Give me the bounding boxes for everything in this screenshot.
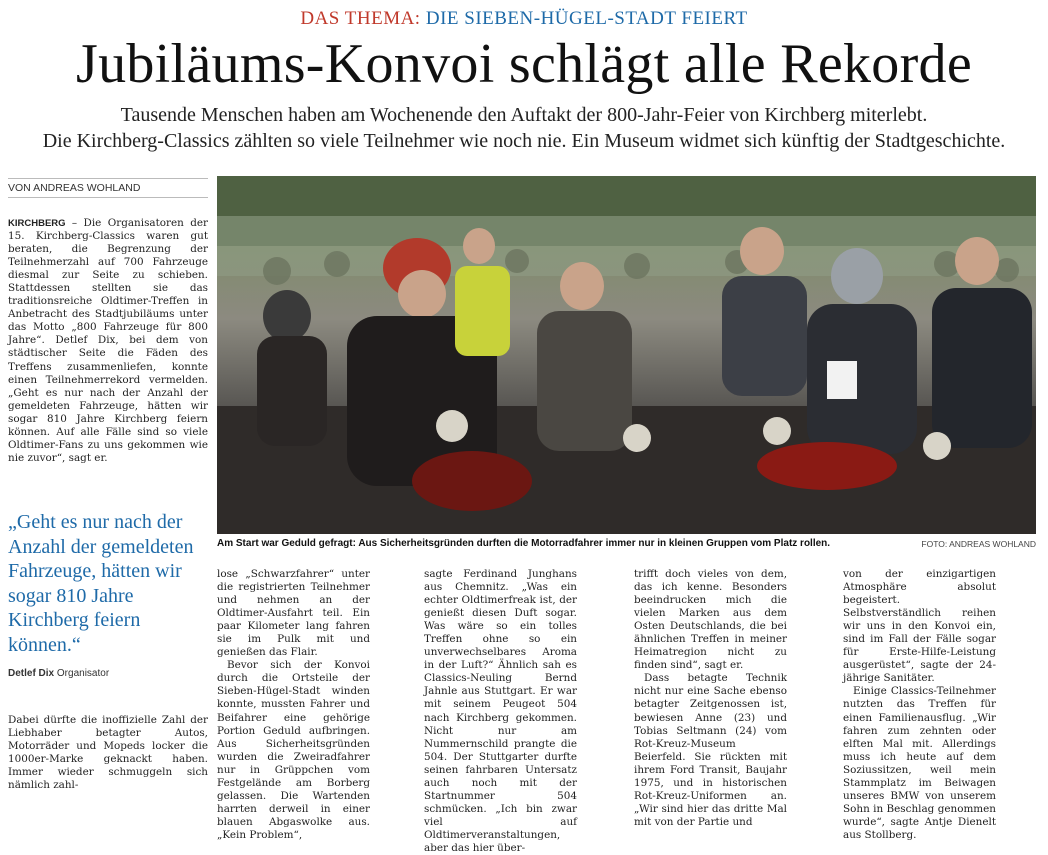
topic-kicker: DAS THEMA:: [300, 8, 421, 29]
lead-line-2: Die Kirchberg-Classics zählten so viele Teilnehmer wie noch nie. Ein Museum widmet sich künftig der Stadtgeschichte.: [42, 130, 1006, 152]
photo-illustration: [217, 176, 1036, 534]
rider-middle: [537, 262, 632, 451]
paragraph: von der einzigartigen Atmosphäre absolut begeistert. Selbstverständlich reihen wir uns in den Konvoi ein, sind im Fall der Fälle sogar für Erste-Hilfe-Leistung ausgerüstet“, sagte der 24-jährige Sanitäter.: [843, 568, 996, 685]
paragraph: trifft doch vieles von dem, das ich kenne. Besonders beeindrucken mich die vielen Marken aus dem Osten Deutschlands, die bei ähnlichen Treffen in meiner Heimatregion nicht zu finden sind“, sagt er.: [634, 568, 787, 672]
column-1-text: – Die Organisatoren der 15. Kirchberg-Classics waren gut beraten, die Begrenzung der Teilnehmerzahl auf 700 Fahrzeuge diesmal zur Seite zu schieben. Stattdessen stellten sie das traditionsreiche Oldtimer-Treffen in Anbetracht des Stadtjubiläums unter das Motto „800 Fahrzeuge für 800 Jahre“. Detlef Dix, bei dem von städtischer Seite die Fäden des Treffens zusammenliefen, konnte einen Teilnehmerrekord vermelden. „Geht es nur nach der Anzahl der gemeldeten Fahrzeuge, hätten wir sogar 810 Jahre Kirchberg feiern können. Auf alle Fälle sind so viele Oldtimer-Fans zu uns gekommen wie nie zuvor“, sagt er.: [8, 217, 208, 464]
body-column-4: [634, 568, 787, 829]
paragraph: Einige Classics-Teilnehmer nutzten das Treffen für einen Familienausflug. „Wir fahren zum zehnten oder elften Mal mit. Allerdings muss ich heute auf dem Soziussitzen, weil mein Stammplatz im Beiwagen unseres BMW von unserem Sohn in Beschlag genommen wurde“, sagte Antje Dienelt aus Stollberg.: [843, 685, 996, 841]
paragraph: lose „Schwarzfahrer“ unter die registrierten Teilnehmer und nehmen an der Oldtimer-Ausfahrt teil. Ein paar Kilometer lang fahren sie im Pulk mit und genießen das Flair.: [217, 568, 370, 659]
photo-credit: FOTO: ANDREAS WOHLAND: [921, 539, 1036, 549]
article-photo: [217, 176, 1036, 534]
dateline: KIRCHBERG: [8, 218, 66, 229]
body-column-5: [843, 568, 996, 842]
pull-quote: „Geht es nur nach der Anzahl der gemeldeten Fahrzeuge, hätten wir sogar 810 Jahre Kirchberg feiern können.“: [8, 511, 194, 656]
body-column-3: [424, 568, 577, 855]
quote-role: Organisator: [56, 668, 110, 679]
pull-quote-source: [8, 668, 208, 679]
rider-left: [257, 290, 327, 446]
paragraph: sagte Ferdinand Junghans aus Chemnitz. „Was ein echter Oldtimerfreak ist, der genießt diesen Duft sogar. Was wäre so ein tolles Treffen ohne so ein unverwechselbares Aroma in der Luft?“ Ähnlich sah es Classics-Neuling Bernd Jahnle aus Stuttgart. Er war mit seinem Peugeot 504 nach Kirchberg gekommen. Nicht nur am Nummernschild prangte die 504. Der Stuttgarter durfte seinen fahrbaren Untersatz auch noch mit der Startnummer 504 schmücken. „Ich bin zwar viel auf Oldtimerveranstaltungen, aber das hier über-: [424, 568, 577, 854]
photo-caption: [217, 538, 1036, 549]
headline: Jubiläums-Konvoi schlägt alle Rekorde: [75, 33, 973, 95]
caption-text: Am Start war Geduld gefragt: Aus Sicherheitsgründen durften die Motorradfahrer immer nur in kleinen Gruppen vom Platz rollen.: [217, 538, 831, 549]
author-byline: VON ANDREAS WOHLAND: [8, 178, 208, 198]
paragraph: Dass betagte Technik nicht nur eine Sache ebenso betagter Zeitgenossen ist, bewiesen Anne (23) und Tobias Seltmann (24) vom Rot-Kreuz-Museum Beierfeld. Sie rückten mit ihrem Ford Transit, Baujahr 1975, und in historischen Rot-Kreuz-Uniformen an. „Wir sind hier das dritte Mal mit von der Partie und: [634, 672, 787, 828]
lead-line-1: Tausende Menschen haben am Wochenende den Auftakt der 800-Jahr-Feier von Kirchberg miterlebt.: [120, 104, 928, 126]
body-column-2: [217, 568, 370, 842]
column-1: [8, 217, 208, 465]
lead: [0, 102, 1048, 154]
paragraph: Bevor sich der Konvoi durch die Ortsteile der Sieben-Hügel-Stadt winden konnte, mussten Fahrer und Beifahrer eine gehörige Portion Geduld aufbringen. Aus Sicherheitsgründen wurden die Zweiradfahrer nur in Grüppchen vom Festgelände am Borberg gelassen. Die Wartenden harrten derweil in einer blauen Abgaswolke aus. „Kein Problem“,: [217, 659, 370, 841]
quote-author: Detlef Dix: [8, 668, 55, 679]
column-1-continued: Dabei dürfte die inoffizielle Zahl der Liebhaber betagter Autos, Motorräder und Mopeds locker die 1000er-Marke geknackt haben. Immer wieder schmuggeln sich nämlich zahl-: [8, 714, 208, 792]
topic-line: [0, 8, 1048, 30]
topic-title: DIE SIEBEN-HÜGEL-STADT FEIERT: [425, 8, 748, 29]
